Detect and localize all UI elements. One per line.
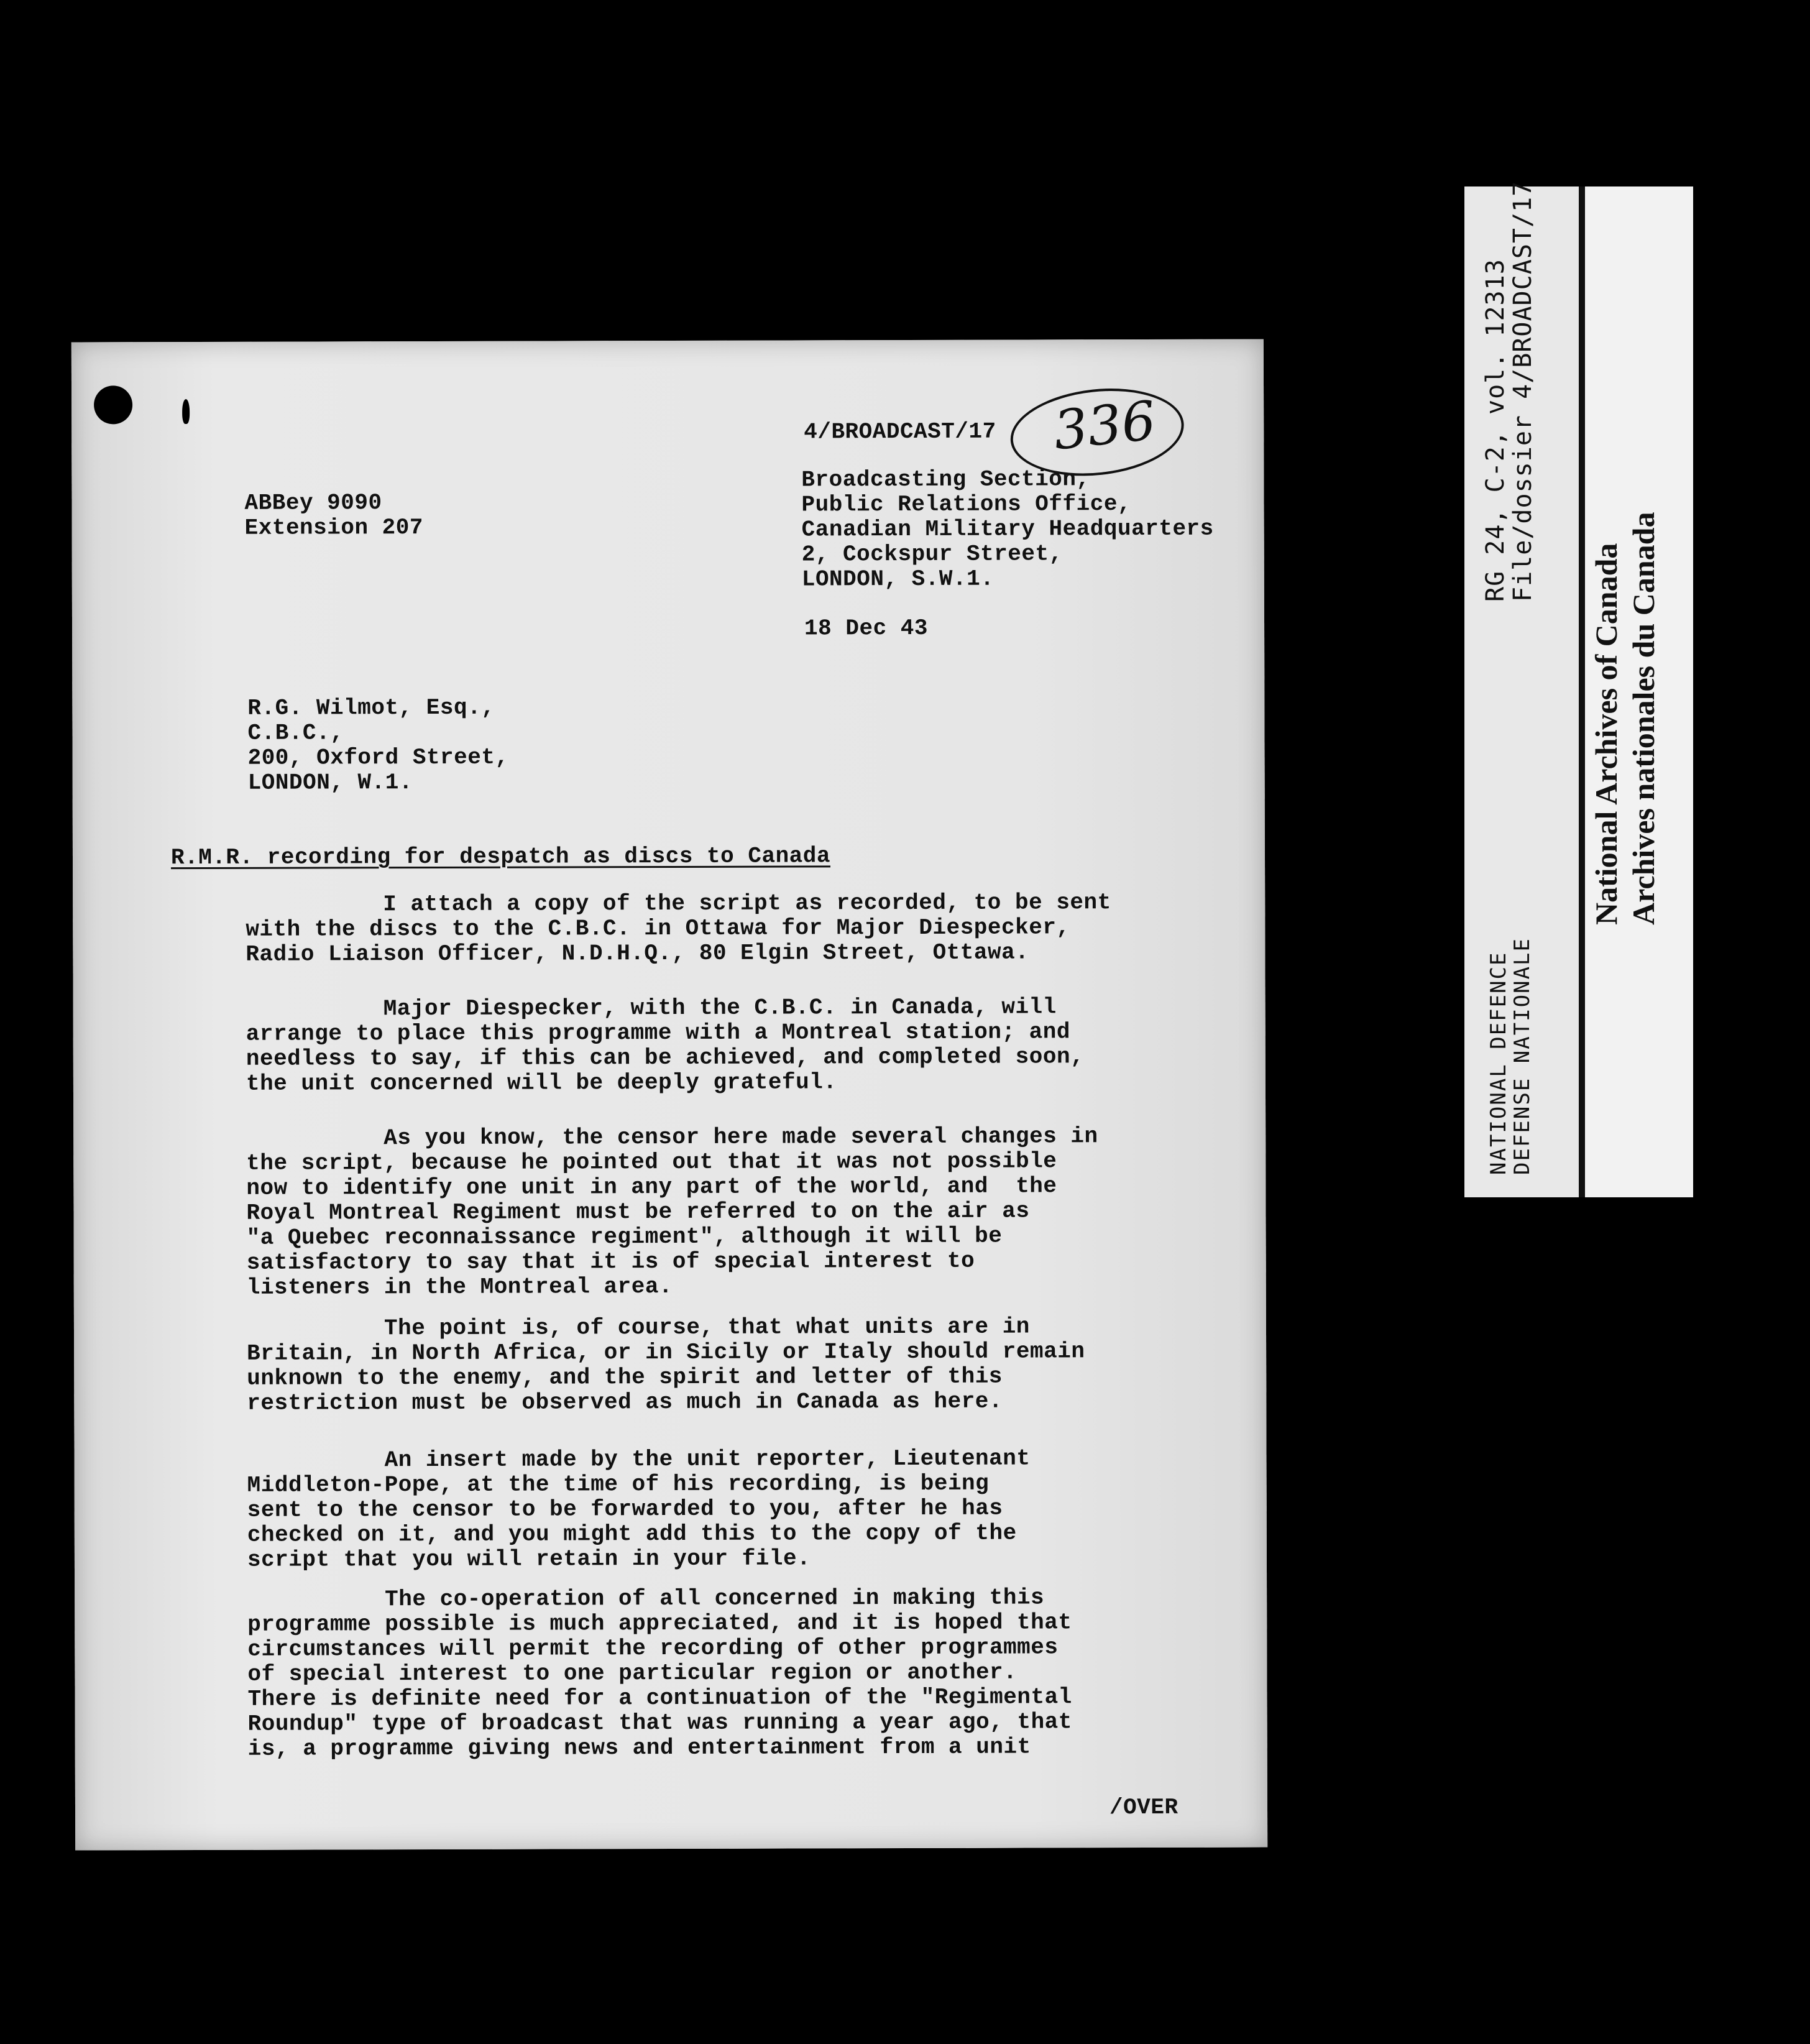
recipient-address xyxy=(247,696,508,796)
department-label: NATIONAL DEFENCE DEFENSE NATIONALE xyxy=(1486,937,1535,1175)
sender-address xyxy=(801,467,1214,592)
recipient-line: 200, Oxford Street, xyxy=(247,744,509,771)
body-paragraph: I attach a copy of the script as recorded, to be sent with the discs to the C.B.C. in Ottawa for Major Diespecker, Radio Liaison Officer, N.D.H.Q., 80 Elgin Street, Ottawa. xyxy=(246,890,1111,967)
phone-number: ABBey 9090 xyxy=(244,490,382,516)
continuation-mark: /OVER xyxy=(1109,1794,1178,1821)
archives-institution-label: National Archives of Canada Archives nationales du Canada xyxy=(1589,512,1661,925)
sender-address-line: 2, Cockspur Street, xyxy=(801,541,1063,568)
recipient-line: R.G. Wilmot, Esq., xyxy=(247,694,495,721)
punch-hole xyxy=(94,385,132,424)
sender-address-line: Broadcasting Section, xyxy=(801,466,1090,493)
sender-address-line: Public Relations Office, xyxy=(801,491,1132,518)
letter-date: 18 Dec 43 xyxy=(804,615,929,642)
recipient-line: C.B.C., xyxy=(247,720,344,746)
phone-extension: Extension 207 xyxy=(244,515,424,541)
body-paragraph: The co-operation of all concerned in making this programme possible is much appreciated, and it is hoped that circumstances will permit the recording of other programmes of special interest to one particular region or another. There is definite need for a continuation of the "Regimental Roundup" type of broadcast that was running a year ago, that is, a programme giving news and entertainment from a unit xyxy=(247,1585,1072,1762)
archive-file-reference: RG 24, C-2, vol. 12313 File/dossier 4/BROADCAST/17 xyxy=(1481,180,1537,602)
sender-address-line: LONDON, S.W.1. xyxy=(801,566,995,592)
stamp-number: 336 xyxy=(1050,389,1159,463)
recipient-line: LONDON, W.1. xyxy=(247,770,413,796)
punch-mark xyxy=(182,399,190,424)
subject-heading: R.M.R. recording for despatch as discs to Canada xyxy=(170,843,831,871)
body-paragraph: Major Diespecker, with the C.B.C. in Canada, will arrange to place this programme with a Montreal station; and needless to say, if this can be achieved, and completed soon, the unit concerned will be deeply grateful. xyxy=(246,994,1085,1097)
phone-block xyxy=(244,490,423,541)
file-reference: 4/BROADCAST/17 xyxy=(804,418,996,445)
sender-address-line: Canadian Military Headquarters xyxy=(801,515,1214,543)
body-paragraph: As you know, the censor here made several changes in the script, because he pointed out that it was not possible now to identify one unit in any part of the world, and the Royal Montreal Regiment must be referred to on the air as "a Quebec reconnaissance regiment", although it will be satisfactory to say that it is of special interest to listeners in the Montreal area. xyxy=(246,1123,1098,1301)
body-paragraph: The point is, of course, that what units are in Britain, in North Africa, or in Sicily or Italy should remain unknown to the enemy, and the spirit and letter of this restriction must be observed as much in Canada as here. xyxy=(246,1314,1085,1416)
body-paragraph: An insert made by the unit reporter, Lieutenant Middleton-Pope, at the time of his recording, is being sent to the censor to be forwarded to you, after he has checked on it, and you might add this to the copy of the script that you will retain in your file. xyxy=(247,1445,1031,1573)
letter-page xyxy=(71,339,1267,1850)
